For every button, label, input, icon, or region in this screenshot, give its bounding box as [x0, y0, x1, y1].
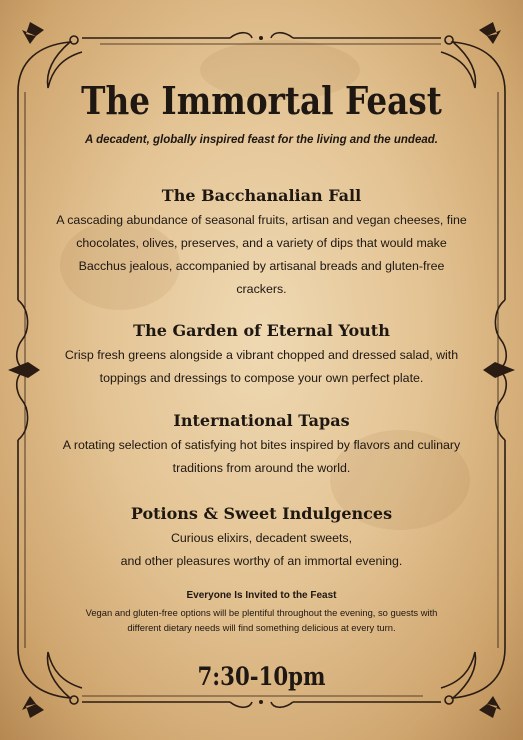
- description-line: Crisp fresh greens alongside a vibrant chopped and dressed salad, with: [64, 348, 459, 362]
- section-heading: The Garden of Eternal Youth: [133, 321, 390, 340]
- invite-line: different dietary needs will find something delicious at every turn.: [127, 622, 396, 633]
- invite-line: Vegan and gluten-free options will be plentiful throughout the evening, so guests with: [85, 607, 438, 618]
- section-description: [30, 527, 493, 573]
- description-line: crackers.: [236, 282, 287, 296]
- corner-fleur-bl: [22, 696, 44, 718]
- description-line: A rotating selection of satisfying hot bites inspired by flavors and culinary: [62, 438, 461, 452]
- section-heading: International Tapas: [173, 411, 350, 430]
- invite-description: [30, 605, 493, 635]
- corner-fleur-tl: [22, 22, 44, 44]
- description-line: toppings and dressings to compose your own perfect plate.: [99, 371, 424, 385]
- description-line: traditions from around the world.: [172, 461, 351, 475]
- page-subtitle: A decadent, globally inspired feast for the living and the undead.: [85, 134, 438, 146]
- corner-scroll-br: [441, 648, 505, 698]
- page-title: The Immortal Feast: [81, 78, 442, 123]
- description-line: Bacchus jealous, accompanied by artisanal breads and gluten-free: [78, 259, 445, 273]
- description-line: Curious elixirs, decadent sweets,: [170, 531, 353, 545]
- description-line: A cascading abundance of seasonal fruits, artisan and vegan cheeses, fine: [56, 213, 467, 227]
- corner-fleur-tr: [479, 22, 501, 44]
- event-time: 7:30-10pm: [197, 662, 326, 691]
- section-description: [30, 209, 493, 301]
- section-heading: Potions & Sweet Indulgences: [130, 504, 393, 523]
- section-heading: The Bacchanalian Fall: [161, 186, 362, 205]
- section-description: [30, 434, 493, 480]
- description-line: and other pleasures worthy of an immortal evening.: [120, 554, 403, 568]
- invite-heading: Everyone Is Invited to the Feast: [186, 590, 337, 601]
- section-description: [30, 344, 493, 390]
- corner-fleur-br: [479, 696, 501, 718]
- description-line: chocolates, olives, preserves, and a variety of dips that would make: [76, 236, 447, 250]
